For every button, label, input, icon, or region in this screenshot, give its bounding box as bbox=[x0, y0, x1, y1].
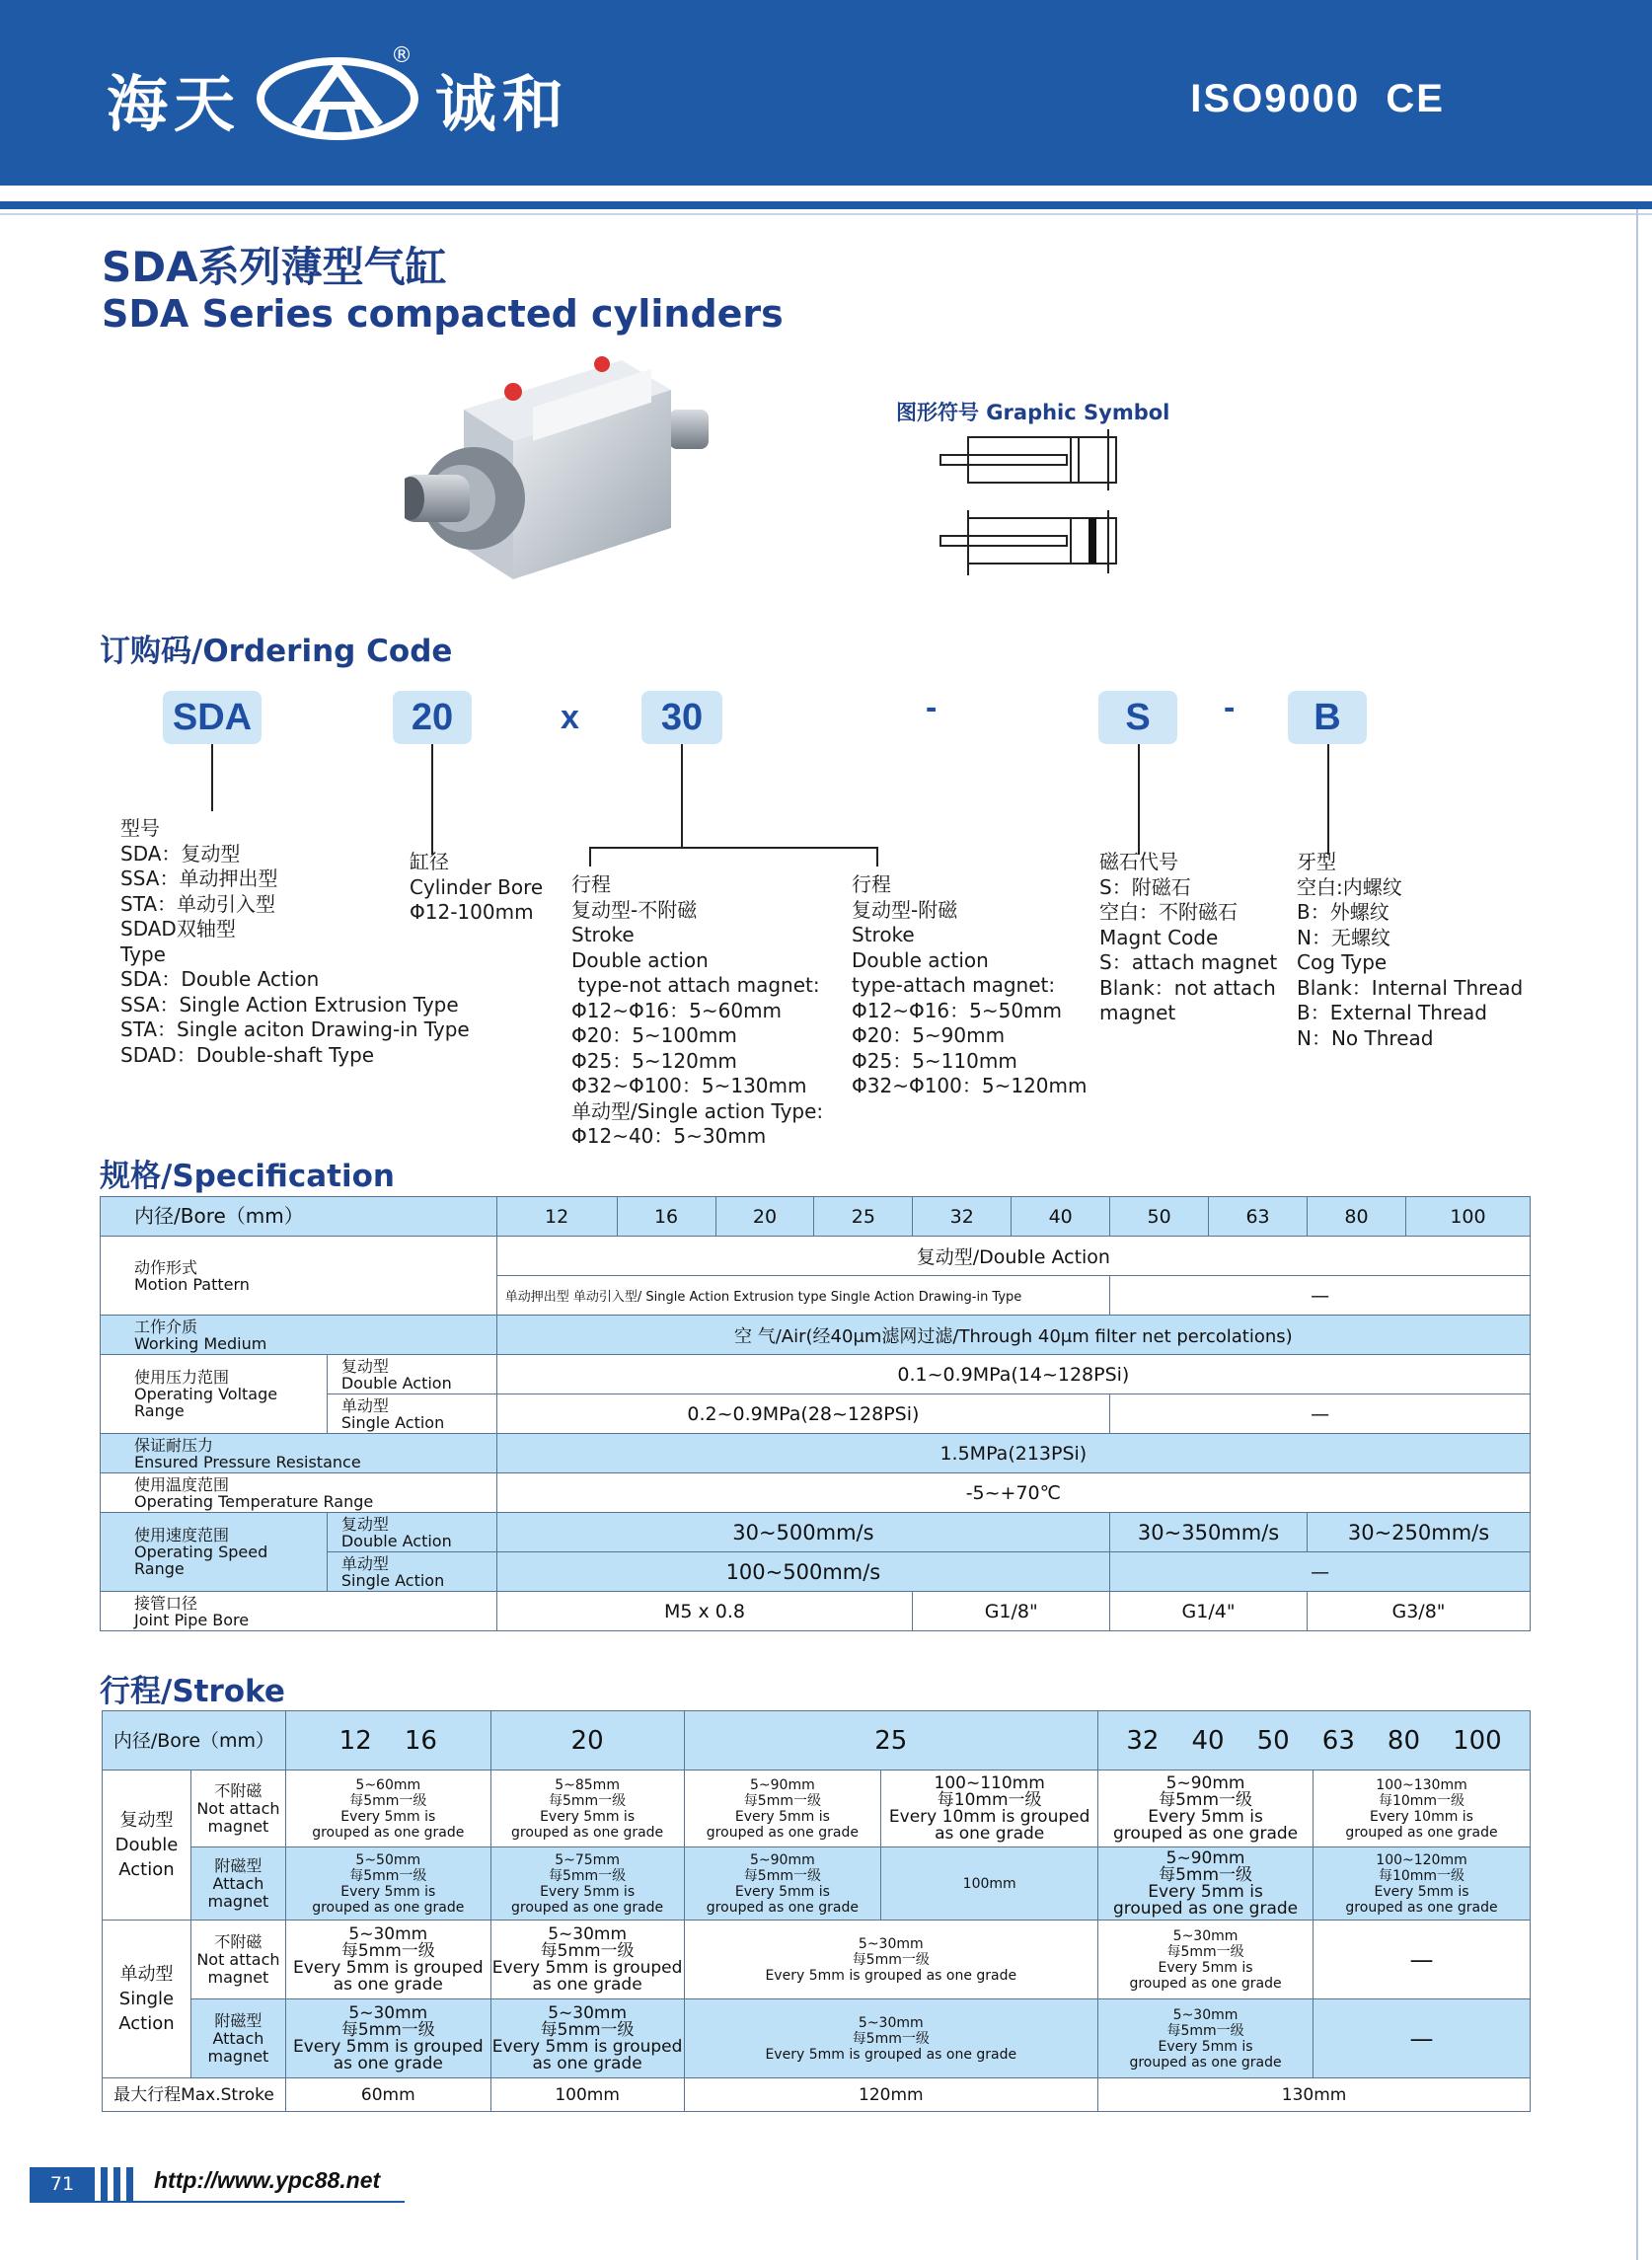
page-border bbox=[1636, 209, 1652, 2260]
stroke-cell: 5~30mm 每5mm一级 Every 5mm is grouped as one grade bbox=[285, 1921, 490, 1999]
dash-cell: — bbox=[1110, 1276, 1531, 1316]
stroke-cell: 5~90mm 每5mm一级 Every 5mm is grouped as one grade bbox=[1098, 1847, 1314, 1921]
motion-row bbox=[101, 1237, 1531, 1276]
stroke-cell: 5~30mm 每5mm一级 Every 5mm is grouped as one grade bbox=[490, 1999, 684, 2078]
joint-a: M5 x 0.8 bbox=[496, 1592, 913, 1631]
max-stroke-value: 100mm bbox=[490, 2078, 684, 2112]
iso-text: ISO9000 bbox=[1190, 77, 1361, 120]
page-number: 71 bbox=[30, 2167, 95, 2201]
max-stroke-value: 60mm bbox=[285, 2078, 490, 2112]
stroke-cell: 5~90mm 每5mm一级 Every 5mm is grouped as one grade bbox=[684, 1847, 881, 1921]
divider bbox=[0, 213, 1652, 215]
max-stroke-value: 120mm bbox=[684, 2078, 1098, 2112]
bore-value: 12 bbox=[496, 1197, 617, 1237]
ordering-code-heading: 订购码/Ordering Code bbox=[100, 634, 453, 669]
bore-value: 100 bbox=[1405, 1197, 1530, 1237]
dash-cell: — bbox=[1110, 1552, 1531, 1592]
temp-value: -5~+70℃ bbox=[496, 1473, 1530, 1513]
stroke-cell: 100~110mm 每10mm一级 Every 10mm is grouped as one grade bbox=[881, 1770, 1098, 1847]
stroke-cell: 5~85mm 每5mm一级 Every 5mm is grouped as one grade bbox=[490, 1770, 684, 1847]
temp-row bbox=[101, 1473, 1531, 1513]
code-stroke: 30 bbox=[641, 691, 722, 744]
stroke-row bbox=[103, 1999, 1531, 2078]
specification-table bbox=[100, 1196, 1531, 1631]
stroke-cell: 5~30mm 每5mm一级 Every 5mm is grouped as one grade bbox=[285, 1999, 490, 2078]
bore-label: 内径/Bore（mm） bbox=[101, 1197, 497, 1237]
stroke-bore-label: 内径/Bore（mm） bbox=[103, 1711, 286, 1770]
iso-cert bbox=[1190, 77, 1445, 121]
stroke-col-32-100: 32 40 50 63 80 100 bbox=[1098, 1711, 1531, 1770]
logo-text-right: 诚和 bbox=[435, 67, 570, 140]
motion-double: 复动型/Double Action bbox=[496, 1237, 1530, 1276]
max-stroke-value: 130mm bbox=[1098, 2078, 1531, 2112]
stroke-cell: 5~30mm 每5mm一级 Every 5mm is grouped as one grade bbox=[1098, 1999, 1314, 2078]
stroke-header-row bbox=[103, 1711, 1531, 1770]
pressure-double-value: 0.1~0.9MPa(14~128PSi) bbox=[496, 1355, 1530, 1394]
ce-mark: CE bbox=[1386, 77, 1445, 120]
bore-value: 20 bbox=[715, 1197, 814, 1237]
joint-c: G1/4" bbox=[1110, 1592, 1308, 1631]
model-description: 型号 SDA：复动型 SSA：单动押出型 STA：单动引入型 SDAD双轴型 Type SDA：Double Action SSA：Single Action Extrusion Type STA：Single aciton Drawing-in Type SDAD：Double-shaft Type bbox=[120, 816, 470, 1067]
stroke-col-12-16: 12 16 bbox=[285, 1711, 490, 1770]
stroke-cell: 100~120mm 每10mm一级 Every 5mm is grouped as one grade bbox=[1314, 1847, 1531, 1921]
code-bore: 20 bbox=[393, 691, 472, 744]
stroke-cell: 5~90mm 每5mm一级 Every 5mm is grouped as one grade bbox=[1098, 1770, 1314, 1847]
motion-label: 动作形式 Motion Pattern bbox=[101, 1237, 497, 1316]
dash-cell: — bbox=[1314, 1921, 1531, 1999]
single-action-label: 单动型 Single Action bbox=[327, 1394, 496, 1434]
max-stroke-label: 最大行程Max.Stroke bbox=[103, 2078, 286, 2112]
bore-value: 80 bbox=[1308, 1197, 1406, 1237]
code-times: x bbox=[561, 699, 579, 736]
website-link[interactable]: http://www.ypc88.net bbox=[154, 2167, 381, 2193]
thread-type-description: 牙型 空白:内螺纹 B：外螺纹 N：无螺纹 Cog Type Blank：Internal Thread B：External Thread N：No Thread bbox=[1297, 850, 1524, 1050]
stroke-row bbox=[103, 1847, 1531, 1921]
connector-line bbox=[589, 847, 878, 849]
stroke-no-magnet-description: 行程 复动型-不附磁 Stroke Double action type-not attach magnet: Φ12~Φ16：5~60mm Φ20：5~100mm Φ25：5~120mm Φ32~Φ100：5~130mm 单动型/Single action Type: Φ12~40：5~30mm bbox=[571, 872, 824, 1148]
bore-value: 40 bbox=[1012, 1197, 1110, 1237]
not-attach-magnet-label: 不附磁 Not attach magnet bbox=[190, 1921, 285, 1999]
stroke-heading: 行程/Stroke bbox=[100, 1674, 285, 1709]
logo-text-left: 海天 bbox=[107, 67, 242, 140]
stroke-table bbox=[102, 1710, 1531, 2112]
medium-row bbox=[101, 1316, 1531, 1355]
ensured-label: 保证耐压力 Ensured Pressure Resistance bbox=[101, 1434, 497, 1473]
bore-value: 32 bbox=[913, 1197, 1012, 1237]
speed-double-b: 30~350mm/s bbox=[1110, 1513, 1308, 1552]
pressure-double-row bbox=[101, 1355, 1531, 1394]
motion-single: 单动押出型 单动引入型/ Single Action Extrusion type Single Action Drawing-in Type bbox=[496, 1276, 1109, 1316]
max-stroke-row bbox=[103, 2078, 1531, 2112]
specification-heading: 规格/Specification bbox=[100, 1159, 395, 1194]
footer-bars-decoration bbox=[101, 2167, 139, 2205]
double-action-label: 复动型 Double Action bbox=[327, 1513, 496, 1552]
stroke-cell: 5~30mm 每5mm一级 Every 5mm is grouped as one grade bbox=[1098, 1921, 1314, 1999]
joint-b: G1/8" bbox=[913, 1592, 1110, 1631]
stroke-cell: 5~30mm 每5mm一级 Every 5mm is grouped as one grade bbox=[684, 1921, 1098, 1999]
joint-d: G3/8" bbox=[1308, 1592, 1531, 1631]
stroke-cell: 100~130mm 每10mm一级 Every 10mm is grouped as one grade bbox=[1314, 1770, 1531, 1847]
cylinder-product-image bbox=[405, 350, 720, 597]
stroke-magnet-description: 行程 复动型-附磁 Stroke Double action type-attach magnet: Φ12~Φ16：5~50mm Φ20：5~90mm Φ25：5~110mm Φ32~Φ100：5~120mm bbox=[852, 872, 1088, 1097]
stroke-col-25: 25 bbox=[684, 1711, 1098, 1770]
graphic-symbol-diagram bbox=[933, 419, 1120, 587]
brand-logo bbox=[107, 54, 569, 143]
bore-value: 63 bbox=[1209, 1197, 1308, 1237]
single-action-group: 单动型 Single Action bbox=[103, 1921, 191, 2078]
stroke-row bbox=[103, 1770, 1531, 1847]
code-magnet: S bbox=[1098, 691, 1177, 744]
code-dash: - bbox=[1224, 689, 1236, 726]
speed-double-c: 30~250mm/s bbox=[1308, 1513, 1531, 1552]
bore-value: 25 bbox=[814, 1197, 913, 1237]
bore-header-row bbox=[101, 1197, 1531, 1237]
single-action-label: 单动型 Single Action bbox=[327, 1552, 496, 1592]
joint-row bbox=[101, 1592, 1531, 1631]
connector-line bbox=[876, 847, 878, 866]
speed-double-row bbox=[101, 1513, 1531, 1552]
stroke-cell: 5~30mm 每5mm一级 Every 5mm is grouped as one grade bbox=[684, 1999, 1098, 2078]
connector-line bbox=[1138, 744, 1140, 855]
magnet-code-description: 磁石代号 S：附磁石 空白：不附磁石 Magnt Code S：attach magnet Blank：not attach magnet bbox=[1099, 850, 1278, 1024]
code-dash: - bbox=[926, 689, 938, 726]
medium-label: 工作介质 Working Medium bbox=[101, 1316, 497, 1355]
pressure-label: 使用压力范围 Operating Voltage Range bbox=[101, 1355, 328, 1434]
page-title-en: SDA Series compacted cylinders bbox=[102, 292, 784, 336]
dash-cell: — bbox=[1110, 1394, 1531, 1434]
stroke-cell: 5~75mm 每5mm一级 Every 5mm is grouped as one grade bbox=[490, 1847, 684, 1921]
ensured-value: 1.5MPa(213PSi) bbox=[496, 1434, 1530, 1473]
bore-value: 50 bbox=[1110, 1197, 1209, 1237]
connector-line bbox=[1327, 744, 1329, 855]
pressure-single-value: 0.2~0.9MPa(28~128PSi) bbox=[496, 1394, 1109, 1434]
stroke-col-20: 20 bbox=[490, 1711, 684, 1770]
code-thread: B bbox=[1288, 691, 1367, 744]
header-stripe bbox=[0, 201, 1652, 209]
footer-underline bbox=[30, 2201, 405, 2203]
stroke-cell: 5~90mm 每5mm一级 Every 5mm is grouped as one grade bbox=[684, 1770, 881, 1847]
connector-line bbox=[589, 847, 591, 866]
speed-single-value: 100~500mm/s bbox=[496, 1552, 1109, 1592]
dash-cell: — bbox=[1314, 1999, 1531, 2078]
page-title-cn: SDA系列薄型气缸 bbox=[102, 243, 447, 291]
speed-label: 使用速度范围 Operating Speed Range bbox=[101, 1513, 328, 1592]
graphic-symbol-label: 图形符号 Graphic Symbol bbox=[896, 401, 1170, 424]
double-action-group: 复动型 Double Action bbox=[103, 1770, 191, 1921]
stroke-cell: 5~30mm 每5mm一级 Every 5mm is grouped as one grade bbox=[490, 1921, 684, 1999]
joint-label: 接管口径 Joint Pipe Bore bbox=[101, 1592, 497, 1631]
ensured-row bbox=[101, 1434, 1531, 1473]
medium-value: 空 气/Air(经40μm滤网过滤/Through 40μm filter net percolations) bbox=[496, 1316, 1530, 1355]
logo-emblem-icon bbox=[257, 56, 419, 141]
registered-mark: ® bbox=[391, 43, 413, 68]
not-attach-magnet-label: 不附磁 Not attach magnet bbox=[190, 1770, 285, 1847]
stroke-cell: 5~50mm 每5mm一级 Every 5mm is grouped as one grade bbox=[285, 1847, 490, 1921]
attach-magnet-label: 附磁型 Attach magnet bbox=[190, 1847, 285, 1921]
stroke-cell: 100mm bbox=[881, 1847, 1098, 1921]
code-model: SDA bbox=[163, 691, 262, 744]
attach-magnet-label: 附磁型 Attach magnet bbox=[190, 1999, 285, 2078]
stroke-cell: 5~60mm 每5mm一级 Every 5mm is grouped as one grade bbox=[285, 1770, 490, 1847]
bore-value: 16 bbox=[617, 1197, 715, 1237]
connector-line bbox=[211, 744, 213, 811]
temp-label: 使用温度范围 Operating Temperature Range bbox=[101, 1473, 497, 1513]
double-action-label: 复动型 Double Action bbox=[327, 1355, 496, 1394]
speed-double-a: 30~500mm/s bbox=[496, 1513, 1109, 1552]
bore-description: 缸径 Cylinder Bore Φ12-100mm bbox=[410, 850, 544, 924]
connector-line bbox=[681, 744, 683, 847]
stroke-row bbox=[103, 1921, 1531, 1999]
